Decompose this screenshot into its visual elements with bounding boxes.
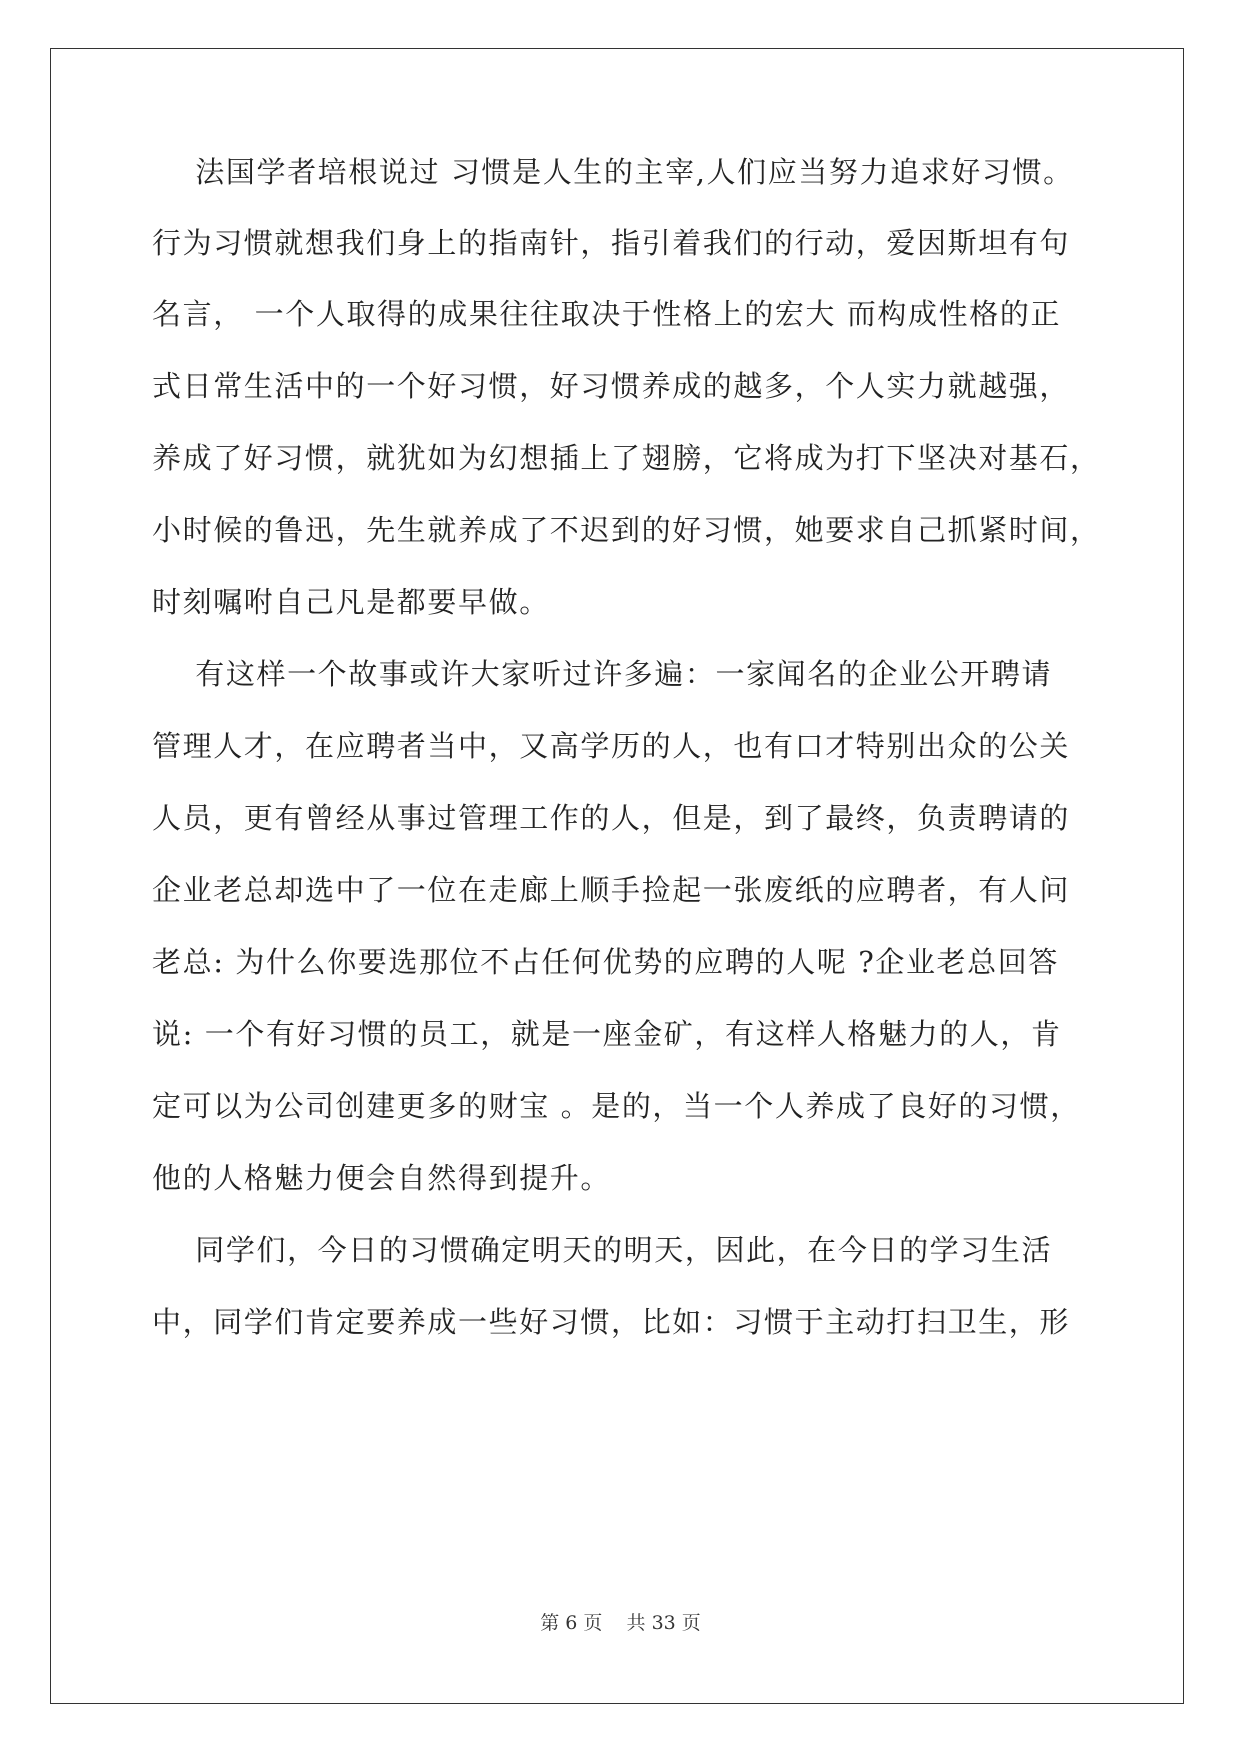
text-line: 行为习惯就想我们身上的指南针，指引着我们的行动，爱因斯坦有句	[152, 226, 1071, 260]
text-line: 小时候的鲁迅，先生就养成了不迟到的好习惯，她要求自己抓紧时间，	[152, 513, 1101, 547]
text-line: 同学们，今日的习惯确定明天的明天，因此，在今日的学习生活	[152, 1233, 1053, 1267]
text-line: 式日常生活中的一个好习惯，好习惯养成的越多，个人实力就越强，	[152, 369, 1071, 403]
text-line: 定可以为公司创建更多的财宝 。是的，当一个人养成了良好的习惯，	[152, 1089, 1081, 1123]
text-line: 说: 一个有好习惯的员工，就是一座金矿，有这样人格魅力的人，肯	[152, 1017, 1062, 1051]
text-line: 中，同学们肯定要养成一些好习惯，比如：习惯于主动打扫卫生，形	[152, 1305, 1071, 1339]
text-line: 老总: 为什么你要选那位不占任何优势的应聘的人呢 ?企业老总回答	[152, 945, 1059, 979]
text-line: 企业老总却选中了一位在走廊上顺手捡起一张废纸的应聘者，有人问	[152, 873, 1071, 907]
text-line: 法国学者培根说过 习惯是人生的主宰,人们应当努力追求好习惯。	[152, 155, 1074, 189]
text-line: 名言， 一个人取得的成果往往取决于性格上的宏大 而构成性格的正	[152, 297, 1062, 331]
text-line: 养成了好习惯，就犹如为幻想插上了翅膀，它将成为打下坚决对基石，	[152, 441, 1101, 475]
text-line: 人员，更有曾经从事过管理工作的人，但是，到了最终，负责聘请的	[152, 801, 1071, 835]
text-line: 时刻嘱咐自己凡是都要早做。	[152, 585, 550, 619]
page-number-footer: 第 6 页 共 33 页	[540, 1612, 701, 1634]
text-line: 有这样一个故事或许大家听过许多遍：一家闻名的企业公开聘请	[152, 657, 1053, 691]
text-line: 管理人才，在应聘者当中，又高学历的人，也有口才特别出众的公关	[152, 729, 1071, 763]
text-line: 他的人格魅力便会自然得到提升。	[152, 1161, 612, 1195]
